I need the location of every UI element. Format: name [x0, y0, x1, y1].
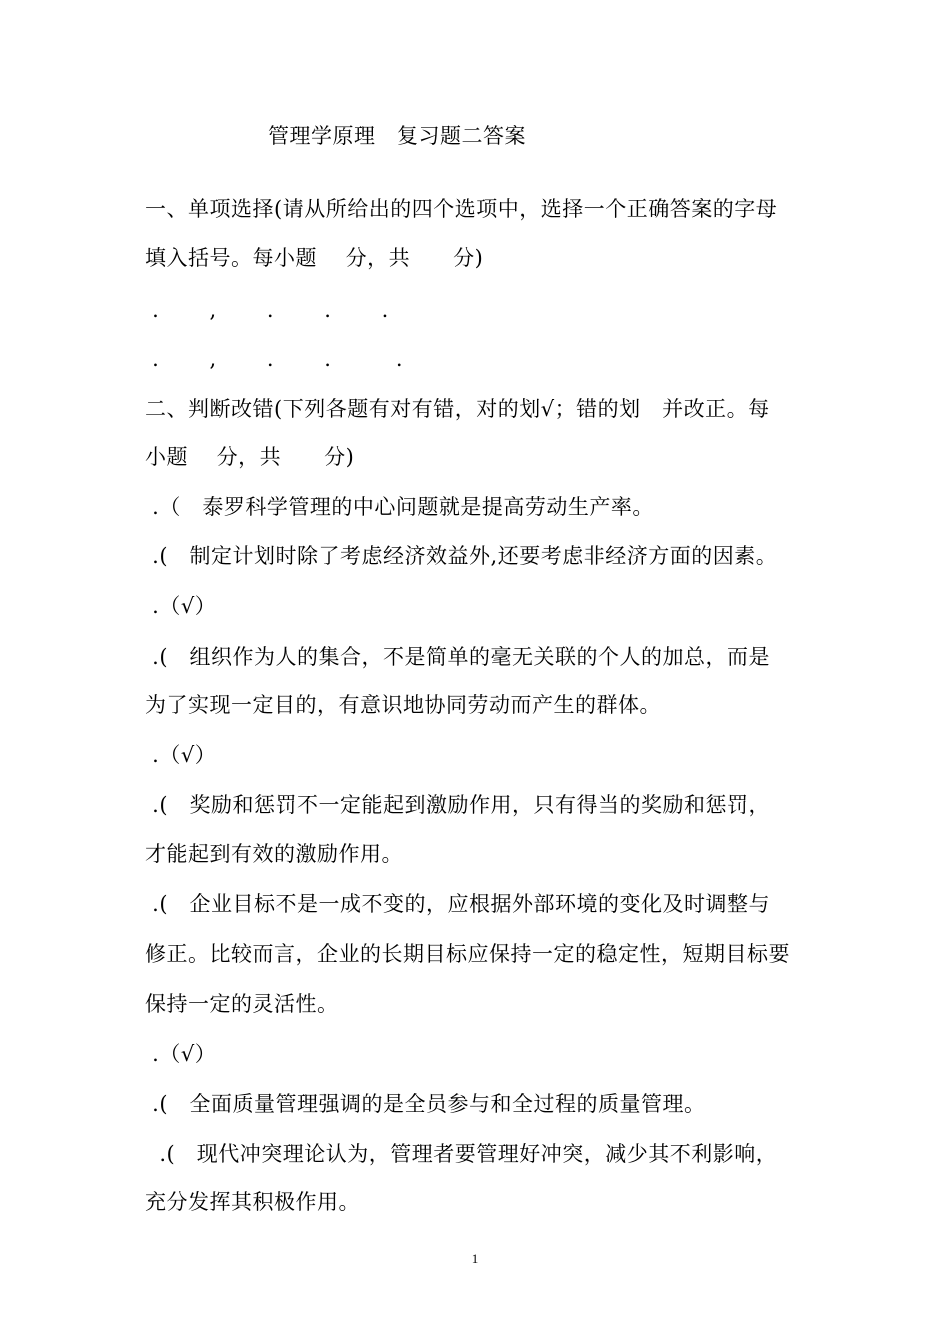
answers-row-2: . , . . .: [145, 347, 404, 371]
judgment-item-10-line1: .( 现代冲突理论认为，管理者要管理好冲突，减少其不利影响，: [145, 1142, 778, 1166]
section1-heading-line2: 填入括号。每小题 分，共 分): [145, 246, 484, 270]
judgment-item-3: .（√）: [145, 594, 217, 618]
section1-heading-line1: 一、单项选择(请从所给出的四个选项中，选择一个正确答案的字母: [145, 197, 778, 221]
judgment-item-6-line2: 才能起到有效的激励作用。: [145, 842, 403, 866]
page-number: 1: [471, 1251, 479, 1266]
answers-row-1: . , . . .: [145, 298, 389, 322]
judgment-item-4-line1: .( 组织作为人的集合，不是简单的毫无关联的个人的加总，而是: [145, 645, 771, 669]
judgment-item-6-line1: .( 奖励和惩罚不一定能起到激励作用，只有得当的奖励和惩罚，: [145, 793, 771, 817]
judgment-item-7-line2: 修正。比较而言，企业的长期目标应保持一定的稳定性，短期目标要: [145, 942, 790, 966]
judgment-item-9: .( 全面质量管理强调的是全员参与和全过程的质量管理。: [145, 1092, 706, 1116]
judgment-item-7-line1: .( 企业目标不是一成不变的，应根据外部环境的变化及时调整与: [145, 892, 771, 916]
section2-heading-line2: 小题 分，共 分): [145, 445, 355, 469]
judgment-item-1: .（ 泰罗科学管理的中心问题就是提高劳动生产率。: [145, 495, 654, 519]
judgment-item-7-line3: 保持一定的灵活性。: [145, 992, 339, 1016]
judgment-item-8: .（√）: [145, 1042, 217, 1066]
judgment-item-5: .（√）: [145, 743, 217, 767]
judgment-item-4-line2: 为了实现一定目的，有意识地协同劳动而产生的群体。: [145, 693, 661, 717]
judgment-item-2: .( 制定计划时除了考虑经济效益外,还要考虑非经济方面的因素。: [145, 544, 778, 568]
judgment-item-10-line2: 充分发挥其积极作用。: [145, 1190, 360, 1214]
page-title: 管理学原理 复习题二答案: [268, 124, 526, 148]
section2-heading-line1: 二、判断改错(下列各题有对有错，对的划√；错的划 并改正。每: [145, 397, 770, 421]
